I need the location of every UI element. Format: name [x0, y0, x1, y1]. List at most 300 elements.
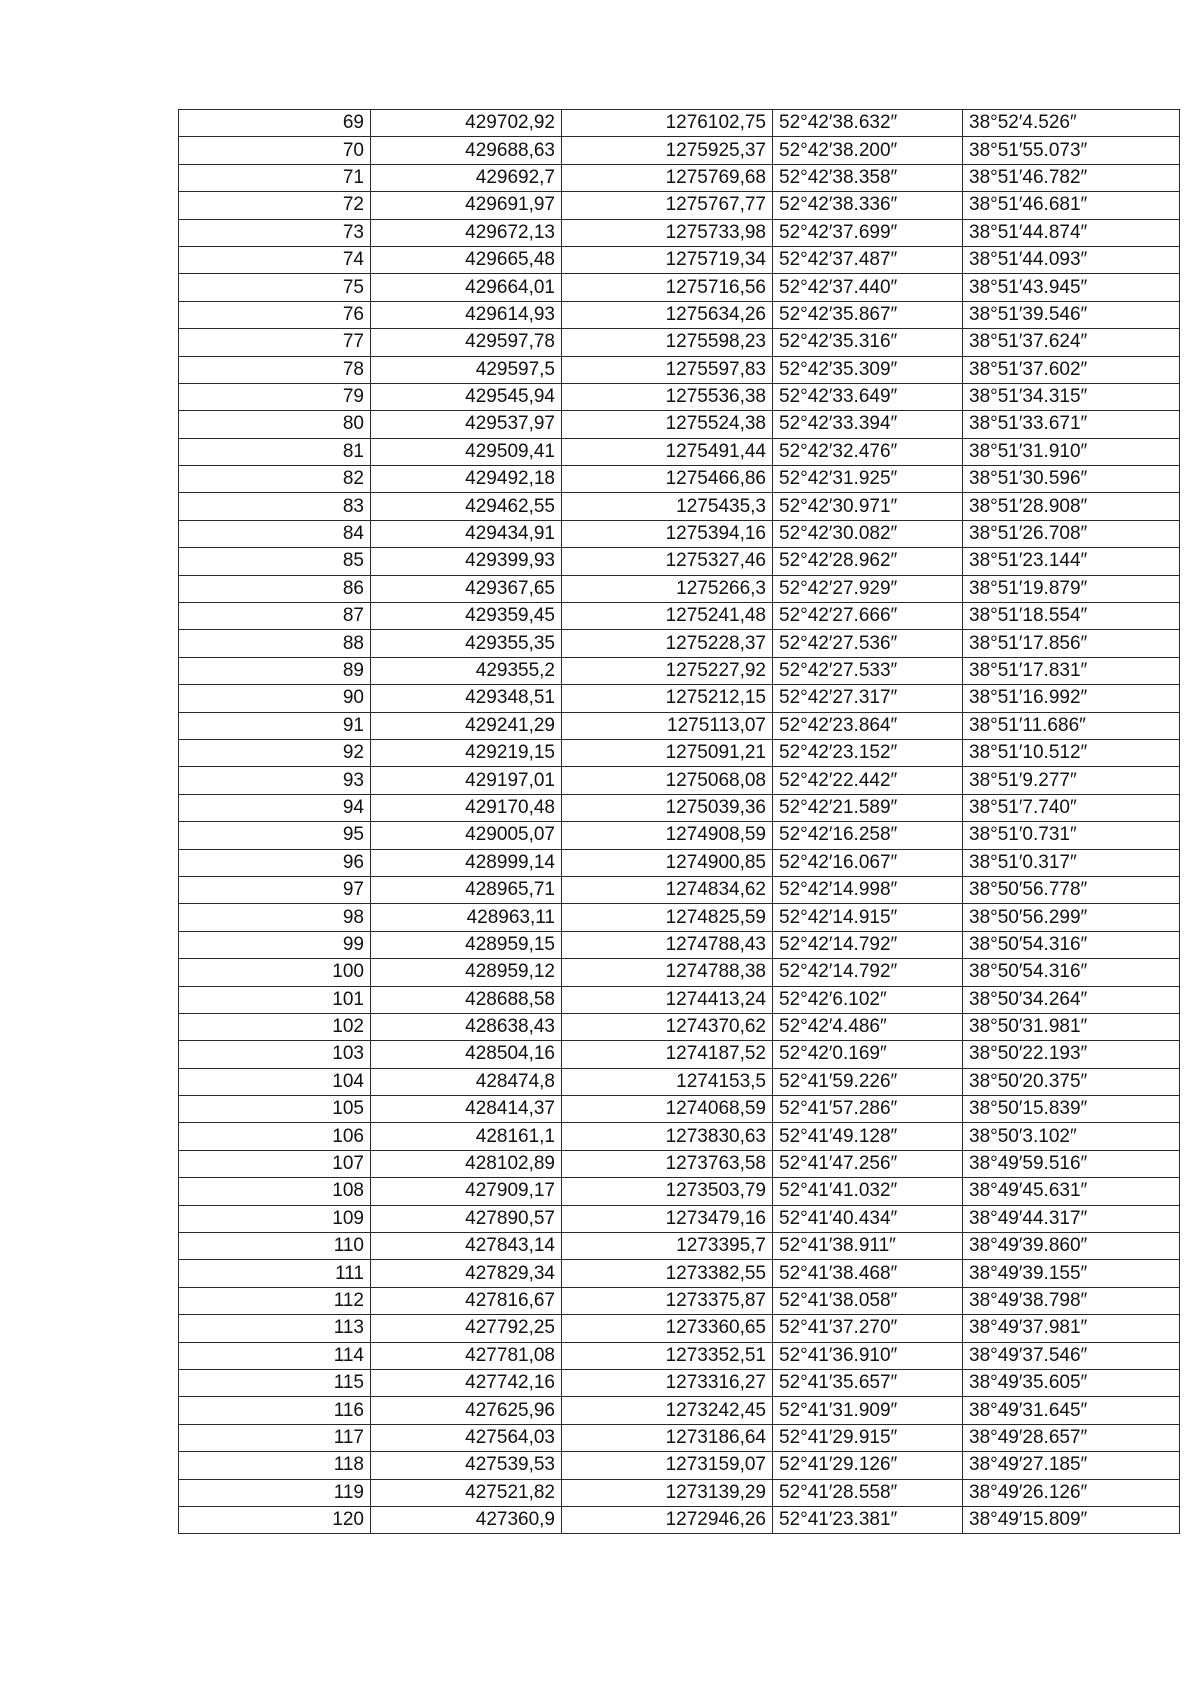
point-number-cell: 86 [179, 575, 371, 602]
point-number-cell: 119 [179, 1479, 371, 1506]
y-coordinate-cell: 1275716,56 [562, 274, 773, 301]
table-row [179, 219, 1180, 246]
y-coordinate-cell: 1275598,23 [562, 329, 773, 356]
table-row [179, 1369, 1180, 1396]
table-row [179, 1178, 1180, 1205]
latitude-cell: 52°42′38.632″ [773, 110, 963, 137]
latitude-cell: 52°42′37.440″ [773, 274, 963, 301]
latitude-cell: 52°42′38.358″ [773, 164, 963, 191]
longitude-cell: 38°51′28.908″ [963, 493, 1180, 520]
y-coordinate-cell: 1275733,98 [562, 219, 773, 246]
latitude-cell: 52°42′27.317″ [773, 685, 963, 712]
latitude-cell: 52°42′21.589″ [773, 794, 963, 821]
y-coordinate-cell: 1273159,07 [562, 1452, 773, 1479]
table-row [179, 520, 1180, 547]
x-coordinate-cell: 428999,14 [371, 849, 562, 876]
longitude-cell: 38°51′17.831″ [963, 657, 1180, 684]
point-number-cell: 77 [179, 329, 371, 356]
y-coordinate-cell: 1274413,24 [562, 986, 773, 1013]
y-coordinate-cell: 1275241,48 [562, 603, 773, 630]
point-number-cell: 82 [179, 466, 371, 493]
point-number-cell: 88 [179, 630, 371, 657]
latitude-cell: 52°41′57.286″ [773, 1096, 963, 1123]
point-number-cell: 107 [179, 1150, 371, 1177]
point-number-cell: 81 [179, 438, 371, 465]
latitude-cell: 52°42′38.200″ [773, 137, 963, 164]
y-coordinate-cell: 1273382,55 [562, 1260, 773, 1287]
longitude-cell: 38°50′56.778″ [963, 876, 1180, 903]
latitude-cell: 52°41′28.558″ [773, 1479, 963, 1506]
x-coordinate-cell: 427843,14 [371, 1233, 562, 1260]
point-number-cell: 69 [179, 110, 371, 137]
latitude-cell: 52°42′27.666″ [773, 603, 963, 630]
latitude-cell: 52°41′59.226″ [773, 1068, 963, 1095]
x-coordinate-cell: 427521,82 [371, 1479, 562, 1506]
x-coordinate-cell: 429597,5 [371, 356, 562, 383]
table-row [179, 849, 1180, 876]
y-coordinate-cell: 1275327,46 [562, 548, 773, 575]
longitude-cell: 38°49′39.860″ [963, 1233, 1180, 1260]
longitude-cell: 38°49′28.657″ [963, 1424, 1180, 1451]
x-coordinate-cell: 429537,97 [371, 411, 562, 438]
longitude-cell: 38°50′3.102″ [963, 1123, 1180, 1150]
point-number-cell: 80 [179, 411, 371, 438]
latitude-cell: 52°41′31.909″ [773, 1397, 963, 1424]
longitude-cell: 38°52′4.526″ [963, 110, 1180, 137]
x-coordinate-cell: 429399,93 [371, 548, 562, 575]
longitude-cell: 38°49′59.516″ [963, 1150, 1180, 1177]
table-row [179, 1397, 1180, 1424]
latitude-cell: 52°42′16.258″ [773, 822, 963, 849]
x-coordinate-cell: 429348,51 [371, 685, 562, 712]
latitude-cell: 52°41′49.128″ [773, 1123, 963, 1150]
point-number-cell: 113 [179, 1315, 371, 1342]
longitude-cell: 38°51′33.671″ [963, 411, 1180, 438]
longitude-cell: 38°51′19.879″ [963, 575, 1180, 602]
point-number-cell: 95 [179, 822, 371, 849]
latitude-cell: 52°42′35.309″ [773, 356, 963, 383]
x-coordinate-cell: 429170,48 [371, 794, 562, 821]
longitude-cell: 38°50′22.193″ [963, 1041, 1180, 1068]
point-number-cell: 103 [179, 1041, 371, 1068]
x-coordinate-cell: 429197,01 [371, 767, 562, 794]
x-coordinate-cell: 429691,97 [371, 192, 562, 219]
table-row [179, 1506, 1180, 1533]
x-coordinate-cell: 428414,37 [371, 1096, 562, 1123]
longitude-cell: 38°49′31.645″ [963, 1397, 1180, 1424]
y-coordinate-cell: 1274370,62 [562, 1013, 773, 1040]
x-coordinate-cell: 429359,45 [371, 603, 562, 630]
table-row [179, 1342, 1180, 1369]
latitude-cell: 52°42′27.533″ [773, 657, 963, 684]
table-row [179, 1479, 1180, 1506]
y-coordinate-cell: 1274908,59 [562, 822, 773, 849]
latitude-cell: 52°41′40.434″ [773, 1205, 963, 1232]
y-coordinate-cell: 1273186,64 [562, 1424, 773, 1451]
point-number-cell: 76 [179, 301, 371, 328]
latitude-cell: 52°42′27.929″ [773, 575, 963, 602]
x-coordinate-cell: 429219,15 [371, 739, 562, 766]
table-row [179, 739, 1180, 766]
y-coordinate-cell: 1275113,07 [562, 712, 773, 739]
longitude-cell: 38°49′39.155″ [963, 1260, 1180, 1287]
longitude-cell: 38°49′35.605″ [963, 1369, 1180, 1396]
latitude-cell: 52°41′37.270″ [773, 1315, 963, 1342]
longitude-cell: 38°49′37.981″ [963, 1315, 1180, 1342]
latitude-cell: 52°41′35.657″ [773, 1369, 963, 1396]
point-number-cell: 93 [179, 767, 371, 794]
x-coordinate-cell: 427742,16 [371, 1369, 562, 1396]
point-number-cell: 70 [179, 137, 371, 164]
point-number-cell: 98 [179, 904, 371, 931]
x-coordinate-cell: 429664,01 [371, 274, 562, 301]
point-number-cell: 105 [179, 1096, 371, 1123]
longitude-cell: 38°49′45.631″ [963, 1178, 1180, 1205]
y-coordinate-cell: 1274825,59 [562, 904, 773, 931]
y-coordinate-cell: 1275394,16 [562, 520, 773, 547]
table-row [179, 712, 1180, 739]
point-number-cell: 110 [179, 1233, 371, 1260]
x-coordinate-cell: 429597,78 [371, 329, 562, 356]
table-row [179, 1233, 1180, 1260]
point-number-cell: 71 [179, 164, 371, 191]
x-coordinate-cell: 429434,91 [371, 520, 562, 547]
point-number-cell: 85 [179, 548, 371, 575]
latitude-cell: 52°42′33.649″ [773, 383, 963, 410]
point-number-cell: 97 [179, 876, 371, 903]
y-coordinate-cell: 1275719,34 [562, 246, 773, 273]
y-coordinate-cell: 1275039,36 [562, 794, 773, 821]
point-number-cell: 73 [179, 219, 371, 246]
x-coordinate-cell: 429241,29 [371, 712, 562, 739]
point-number-cell: 112 [179, 1287, 371, 1314]
latitude-cell: 52°42′14.792″ [773, 959, 963, 986]
table-row [179, 986, 1180, 1013]
latitude-cell: 52°42′6.102″ [773, 986, 963, 1013]
x-coordinate-cell: 428474,8 [371, 1068, 562, 1095]
longitude-cell: 38°51′11.686″ [963, 712, 1180, 739]
x-coordinate-cell: 429688,63 [371, 137, 562, 164]
longitude-cell: 38°51′26.708″ [963, 520, 1180, 547]
x-coordinate-cell: 427890,57 [371, 1205, 562, 1232]
x-coordinate-cell: 428504,16 [371, 1041, 562, 1068]
point-number-cell: 115 [179, 1369, 371, 1396]
y-coordinate-cell: 1275068,08 [562, 767, 773, 794]
y-coordinate-cell: 1275597,83 [562, 356, 773, 383]
latitude-cell: 52°42′16.067″ [773, 849, 963, 876]
point-number-cell: 87 [179, 603, 371, 630]
table-row [179, 1315, 1180, 1342]
latitude-cell: 52°42′30.082″ [773, 520, 963, 547]
point-number-cell: 92 [179, 739, 371, 766]
longitude-cell: 38°51′37.602″ [963, 356, 1180, 383]
x-coordinate-cell: 429462,55 [371, 493, 562, 520]
longitude-cell: 38°51′44.874″ [963, 219, 1180, 246]
table-row [179, 822, 1180, 849]
point-number-cell: 111 [179, 1260, 371, 1287]
latitude-cell: 52°42′14.792″ [773, 931, 963, 958]
longitude-cell: 38°51′46.681″ [963, 192, 1180, 219]
y-coordinate-cell: 1275925,37 [562, 137, 773, 164]
latitude-cell: 52°42′37.699″ [773, 219, 963, 246]
longitude-cell: 38°51′30.596″ [963, 466, 1180, 493]
longitude-cell: 38°51′43.945″ [963, 274, 1180, 301]
longitude-cell: 38°51′18.554″ [963, 603, 1180, 630]
table-row [179, 329, 1180, 356]
point-number-cell: 89 [179, 657, 371, 684]
table-row [179, 1205, 1180, 1232]
point-number-cell: 99 [179, 931, 371, 958]
latitude-cell: 52°41′41.032″ [773, 1178, 963, 1205]
point-number-cell: 117 [179, 1424, 371, 1451]
y-coordinate-cell: 1273375,87 [562, 1287, 773, 1314]
point-number-cell: 101 [179, 986, 371, 1013]
table-row [179, 685, 1180, 712]
table-row [179, 876, 1180, 903]
latitude-cell: 52°41′38.058″ [773, 1287, 963, 1314]
point-number-cell: 106 [179, 1123, 371, 1150]
table-row [179, 575, 1180, 602]
x-coordinate-cell: 427781,08 [371, 1342, 562, 1369]
longitude-cell: 38°49′15.809″ [963, 1506, 1180, 1533]
table-row [179, 1424, 1180, 1451]
table-row [179, 1260, 1180, 1287]
table-row [179, 383, 1180, 410]
y-coordinate-cell: 1273360,65 [562, 1315, 773, 1342]
table-row [179, 1123, 1180, 1150]
table-row [179, 1287, 1180, 1314]
x-coordinate-cell: 427360,9 [371, 1506, 562, 1533]
y-coordinate-cell: 1275212,15 [562, 685, 773, 712]
point-number-cell: 90 [179, 685, 371, 712]
table-row [179, 794, 1180, 821]
y-coordinate-cell: 1275466,86 [562, 466, 773, 493]
table-row [179, 1013, 1180, 1040]
y-coordinate-cell: 1273316,27 [562, 1369, 773, 1396]
table-row [179, 657, 1180, 684]
point-number-cell: 72 [179, 192, 371, 219]
table-row [179, 356, 1180, 383]
y-coordinate-cell: 1273395,7 [562, 1233, 773, 1260]
table-row [179, 493, 1180, 520]
longitude-cell: 38°50′54.316″ [963, 931, 1180, 958]
y-coordinate-cell: 1275524,38 [562, 411, 773, 438]
y-coordinate-cell: 1275266,3 [562, 575, 773, 602]
x-coordinate-cell: 429355,35 [371, 630, 562, 657]
x-coordinate-cell: 429665,48 [371, 246, 562, 273]
longitude-cell: 38°49′37.546″ [963, 1342, 1180, 1369]
longitude-cell: 38°49′26.126″ [963, 1479, 1180, 1506]
x-coordinate-cell: 427792,25 [371, 1315, 562, 1342]
table-row [179, 548, 1180, 575]
latitude-cell: 52°42′31.925″ [773, 466, 963, 493]
y-coordinate-cell: 1273139,29 [562, 1479, 773, 1506]
longitude-cell: 38°50′56.299″ [963, 904, 1180, 931]
x-coordinate-cell: 429005,07 [371, 822, 562, 849]
table-row [179, 438, 1180, 465]
latitude-cell: 52°42′37.487″ [773, 246, 963, 273]
table-row [179, 630, 1180, 657]
latitude-cell: 52°41′36.910″ [773, 1342, 963, 1369]
y-coordinate-cell: 1276102,75 [562, 110, 773, 137]
longitude-cell: 38°50′20.375″ [963, 1068, 1180, 1095]
y-coordinate-cell: 1275634,26 [562, 301, 773, 328]
point-number-cell: 118 [179, 1452, 371, 1479]
table-row [179, 411, 1180, 438]
x-coordinate-cell: 429367,65 [371, 575, 562, 602]
latitude-cell: 52°42′14.998″ [773, 876, 963, 903]
point-number-cell: 104 [179, 1068, 371, 1095]
y-coordinate-cell: 1274900,85 [562, 849, 773, 876]
point-number-cell: 114 [179, 1342, 371, 1369]
latitude-cell: 52°41′47.256″ [773, 1150, 963, 1177]
y-coordinate-cell: 1275228,37 [562, 630, 773, 657]
latitude-cell: 52°42′14.915″ [773, 904, 963, 931]
table-row [179, 1452, 1180, 1479]
latitude-cell: 52°42′22.442″ [773, 767, 963, 794]
x-coordinate-cell: 428161,1 [371, 1123, 562, 1150]
x-coordinate-cell: 428638,43 [371, 1013, 562, 1040]
point-number-cell: 83 [179, 493, 371, 520]
latitude-cell: 52°42′23.152″ [773, 739, 963, 766]
longitude-cell: 38°50′54.316″ [963, 959, 1180, 986]
x-coordinate-cell: 429492,18 [371, 466, 562, 493]
latitude-cell: 52°42′0.169″ [773, 1041, 963, 1068]
y-coordinate-cell: 1274788,38 [562, 959, 773, 986]
y-coordinate-cell: 1275767,77 [562, 192, 773, 219]
y-coordinate-cell: 1275536,38 [562, 383, 773, 410]
latitude-cell: 52°41′38.911″ [773, 1233, 963, 1260]
longitude-cell: 38°51′34.315″ [963, 383, 1180, 410]
y-coordinate-cell: 1273242,45 [562, 1397, 773, 1424]
table-row [179, 246, 1180, 273]
latitude-cell: 52°41′29.126″ [773, 1452, 963, 1479]
longitude-cell: 38°49′38.798″ [963, 1287, 1180, 1314]
table-row [179, 931, 1180, 958]
point-number-cell: 120 [179, 1506, 371, 1533]
y-coordinate-cell: 1273352,51 [562, 1342, 773, 1369]
y-coordinate-cell: 1274153,5 [562, 1068, 773, 1095]
y-coordinate-cell: 1274068,59 [562, 1096, 773, 1123]
point-number-cell: 74 [179, 246, 371, 273]
y-coordinate-cell: 1274788,43 [562, 931, 773, 958]
latitude-cell: 52°42′27.536″ [773, 630, 963, 657]
table-row [179, 137, 1180, 164]
x-coordinate-cell: 428963,11 [371, 904, 562, 931]
x-coordinate-cell: 427539,53 [371, 1452, 562, 1479]
x-coordinate-cell: 428959,12 [371, 959, 562, 986]
latitude-cell: 52°42′35.316″ [773, 329, 963, 356]
table-row [179, 466, 1180, 493]
point-number-cell: 78 [179, 356, 371, 383]
point-number-cell: 94 [179, 794, 371, 821]
y-coordinate-cell: 1275769,68 [562, 164, 773, 191]
longitude-cell: 38°51′16.992″ [963, 685, 1180, 712]
coordinates-table-body [179, 110, 1180, 1534]
latitude-cell: 52°42′30.971″ [773, 493, 963, 520]
longitude-cell: 38°51′55.073″ [963, 137, 1180, 164]
y-coordinate-cell: 1275227,92 [562, 657, 773, 684]
latitude-cell: 52°41′29.915″ [773, 1424, 963, 1451]
table-row [179, 1096, 1180, 1123]
longitude-cell: 38°51′0.731″ [963, 822, 1180, 849]
point-number-cell: 79 [179, 383, 371, 410]
y-coordinate-cell: 1275091,21 [562, 739, 773, 766]
point-number-cell: 75 [179, 274, 371, 301]
table-row [179, 110, 1180, 137]
table-row [179, 192, 1180, 219]
latitude-cell: 52°42′4.486″ [773, 1013, 963, 1040]
x-coordinate-cell: 428965,71 [371, 876, 562, 903]
point-number-cell: 108 [179, 1178, 371, 1205]
table-row [179, 164, 1180, 191]
latitude-cell: 52°42′32.476″ [773, 438, 963, 465]
longitude-cell: 38°51′37.624″ [963, 329, 1180, 356]
point-number-cell: 96 [179, 849, 371, 876]
x-coordinate-cell: 429355,2 [371, 657, 562, 684]
longitude-cell: 38°51′0.317″ [963, 849, 1180, 876]
x-coordinate-cell: 429692,7 [371, 164, 562, 191]
longitude-cell: 38°51′39.546″ [963, 301, 1180, 328]
longitude-cell: 38°51′17.856″ [963, 630, 1180, 657]
table-row [179, 767, 1180, 794]
x-coordinate-cell: 429545,94 [371, 383, 562, 410]
latitude-cell: 52°42′35.867″ [773, 301, 963, 328]
table-row [179, 904, 1180, 931]
x-coordinate-cell: 429509,41 [371, 438, 562, 465]
longitude-cell: 38°51′9.277″ [963, 767, 1180, 794]
y-coordinate-cell: 1275435,3 [562, 493, 773, 520]
table-row [179, 301, 1180, 328]
latitude-cell: 52°42′28.962″ [773, 548, 963, 575]
y-coordinate-cell: 1273830,63 [562, 1123, 773, 1150]
x-coordinate-cell: 427829,34 [371, 1260, 562, 1287]
y-coordinate-cell: 1274187,52 [562, 1041, 773, 1068]
longitude-cell: 38°50′15.839″ [963, 1096, 1180, 1123]
y-coordinate-cell: 1273763,58 [562, 1150, 773, 1177]
point-number-cell: 84 [179, 520, 371, 547]
table-row [179, 603, 1180, 630]
latitude-cell: 52°41′38.468″ [773, 1260, 963, 1287]
longitude-cell: 38°51′10.512″ [963, 739, 1180, 766]
longitude-cell: 38°51′23.144″ [963, 548, 1180, 575]
point-number-cell: 102 [179, 1013, 371, 1040]
table-row [179, 1150, 1180, 1177]
point-number-cell: 100 [179, 959, 371, 986]
x-coordinate-cell: 428688,58 [371, 986, 562, 1013]
longitude-cell: 38°50′31.981″ [963, 1013, 1180, 1040]
table-row [179, 1068, 1180, 1095]
longitude-cell: 38°51′7.740″ [963, 794, 1180, 821]
y-coordinate-cell: 1272946,26 [562, 1506, 773, 1533]
x-coordinate-cell: 427909,17 [371, 1178, 562, 1205]
y-coordinate-cell: 1274834,62 [562, 876, 773, 903]
longitude-cell: 38°49′44.317″ [963, 1205, 1180, 1232]
x-coordinate-cell: 428959,15 [371, 931, 562, 958]
x-coordinate-cell: 429702,92 [371, 110, 562, 137]
latitude-cell: 52°42′38.336″ [773, 192, 963, 219]
latitude-cell: 52°42′33.394″ [773, 411, 963, 438]
longitude-cell: 38°51′46.782″ [963, 164, 1180, 191]
y-coordinate-cell: 1273503,79 [562, 1178, 773, 1205]
y-coordinate-cell: 1275491,44 [562, 438, 773, 465]
longitude-cell: 38°49′27.185″ [963, 1452, 1180, 1479]
coordinates-table [178, 109, 1180, 1534]
point-number-cell: 116 [179, 1397, 371, 1424]
x-coordinate-cell: 429672,13 [371, 219, 562, 246]
x-coordinate-cell: 429614,93 [371, 301, 562, 328]
longitude-cell: 38°51′44.093″ [963, 246, 1180, 273]
